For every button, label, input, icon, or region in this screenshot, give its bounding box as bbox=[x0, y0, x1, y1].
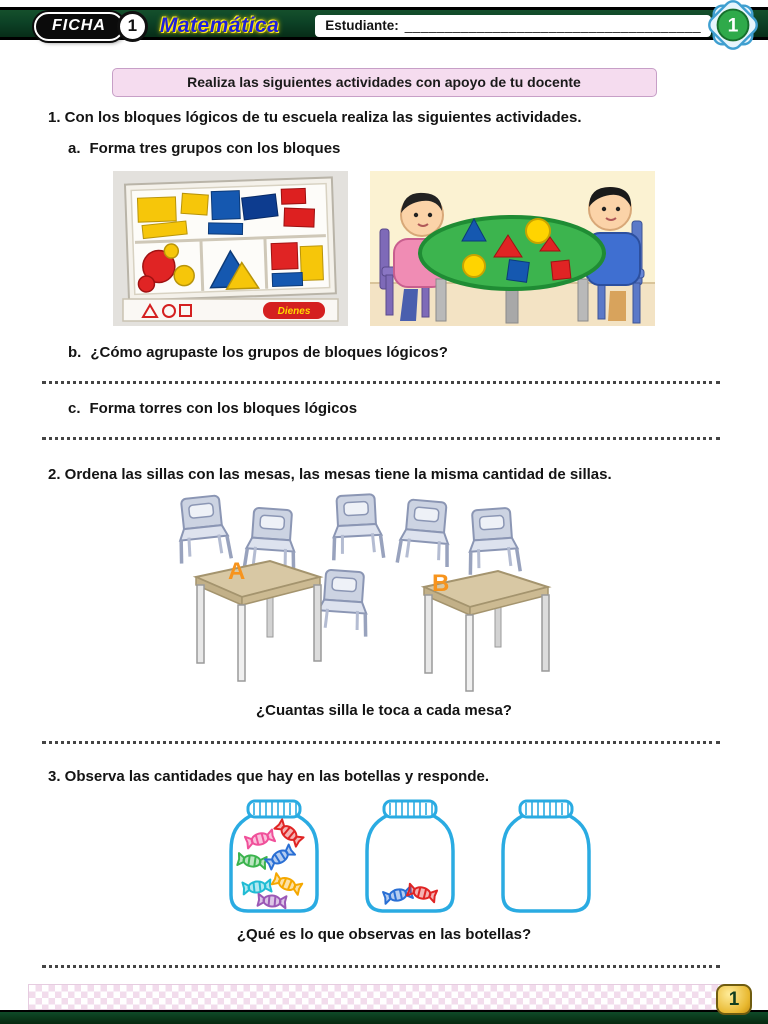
answer-line-4[interactable] bbox=[42, 965, 720, 968]
gear-badge-icon bbox=[704, 0, 762, 58]
children-table-illustration bbox=[370, 171, 655, 326]
activity-3-title: 3. Observa las cantidades que hay en las botellas y responde. bbox=[48, 768, 490, 785]
header bbox=[0, 0, 768, 52]
jar-1-full-icon bbox=[224, 799, 324, 914]
jar-2-few-icon bbox=[360, 799, 460, 914]
ficha-number: 1 bbox=[127, 16, 138, 35]
activity-1-item-c bbox=[68, 400, 740, 417]
ficha-badge bbox=[34, 12, 124, 41]
table-b-label: B bbox=[432, 570, 450, 597]
activity-2-question: ¿Cuantas silla le toca a cada mesa? bbox=[256, 702, 512, 719]
item-a-text: Forma tres grupos con los bloques bbox=[89, 140, 341, 157]
page-number: 1 bbox=[728, 988, 740, 1010]
ficha-label: FICHA bbox=[52, 16, 106, 34]
item-a-letter: a. bbox=[68, 140, 81, 157]
activity-2-title: 2. Ordena las sillas con las mesas, las mesas tiene la misma cantidad de sillas. bbox=[48, 466, 612, 483]
instructions-banner-text: Realiza las siguientes actividades con apoyo de tu docente bbox=[187, 74, 581, 90]
corner-badge-number: 1 bbox=[727, 15, 739, 37]
footer-checker-strip bbox=[28, 984, 740, 1010]
jar-3-empty-icon bbox=[496, 799, 596, 914]
activity-1-images bbox=[28, 171, 740, 326]
instructions-banner bbox=[112, 68, 657, 97]
item-c-letter: c. bbox=[68, 400, 81, 417]
answer-line-2[interactable] bbox=[42, 437, 720, 440]
activity-3-question: ¿Qué es lo que observas en las botellas? bbox=[236, 926, 532, 943]
item-c-text: Forma torres con los bloques lógicos bbox=[89, 400, 358, 417]
table-a-label: A bbox=[228, 558, 246, 585]
subject-title: Matemática bbox=[159, 14, 280, 37]
activity-1-title: 1. Con los bloques lógicos de tu escuela realiza las siguientes actividades. bbox=[48, 109, 582, 126]
chairs-tables-figure bbox=[28, 489, 740, 694]
activity-1-item-a bbox=[68, 140, 740, 157]
jars-figure bbox=[224, 799, 596, 914]
footer bbox=[0, 982, 768, 1024]
logic-blocks-box-photo bbox=[113, 171, 348, 326]
item-b-text: ¿Cómo agrupaste los grupos de bloques lógicos? bbox=[90, 344, 448, 361]
answer-line-3[interactable] bbox=[42, 741, 720, 744]
student-label: Estudiante: bbox=[325, 18, 399, 33]
blocks-brand-label: Dienes bbox=[277, 306, 311, 317]
activity-1-item-b bbox=[68, 344, 740, 361]
activity-1 bbox=[28, 109, 740, 440]
item-b-letter: b. bbox=[68, 344, 82, 361]
answer-line-1[interactable] bbox=[42, 381, 720, 384]
student-field bbox=[315, 15, 711, 37]
activity-3 bbox=[28, 768, 740, 968]
footer-green-bar bbox=[0, 1010, 768, 1024]
student-name-line[interactable]: _____________________________________ bbox=[404, 18, 702, 33]
ficha-number-badge bbox=[117, 11, 148, 42]
activity-2 bbox=[28, 466, 740, 744]
page-number-badge bbox=[716, 984, 752, 1015]
